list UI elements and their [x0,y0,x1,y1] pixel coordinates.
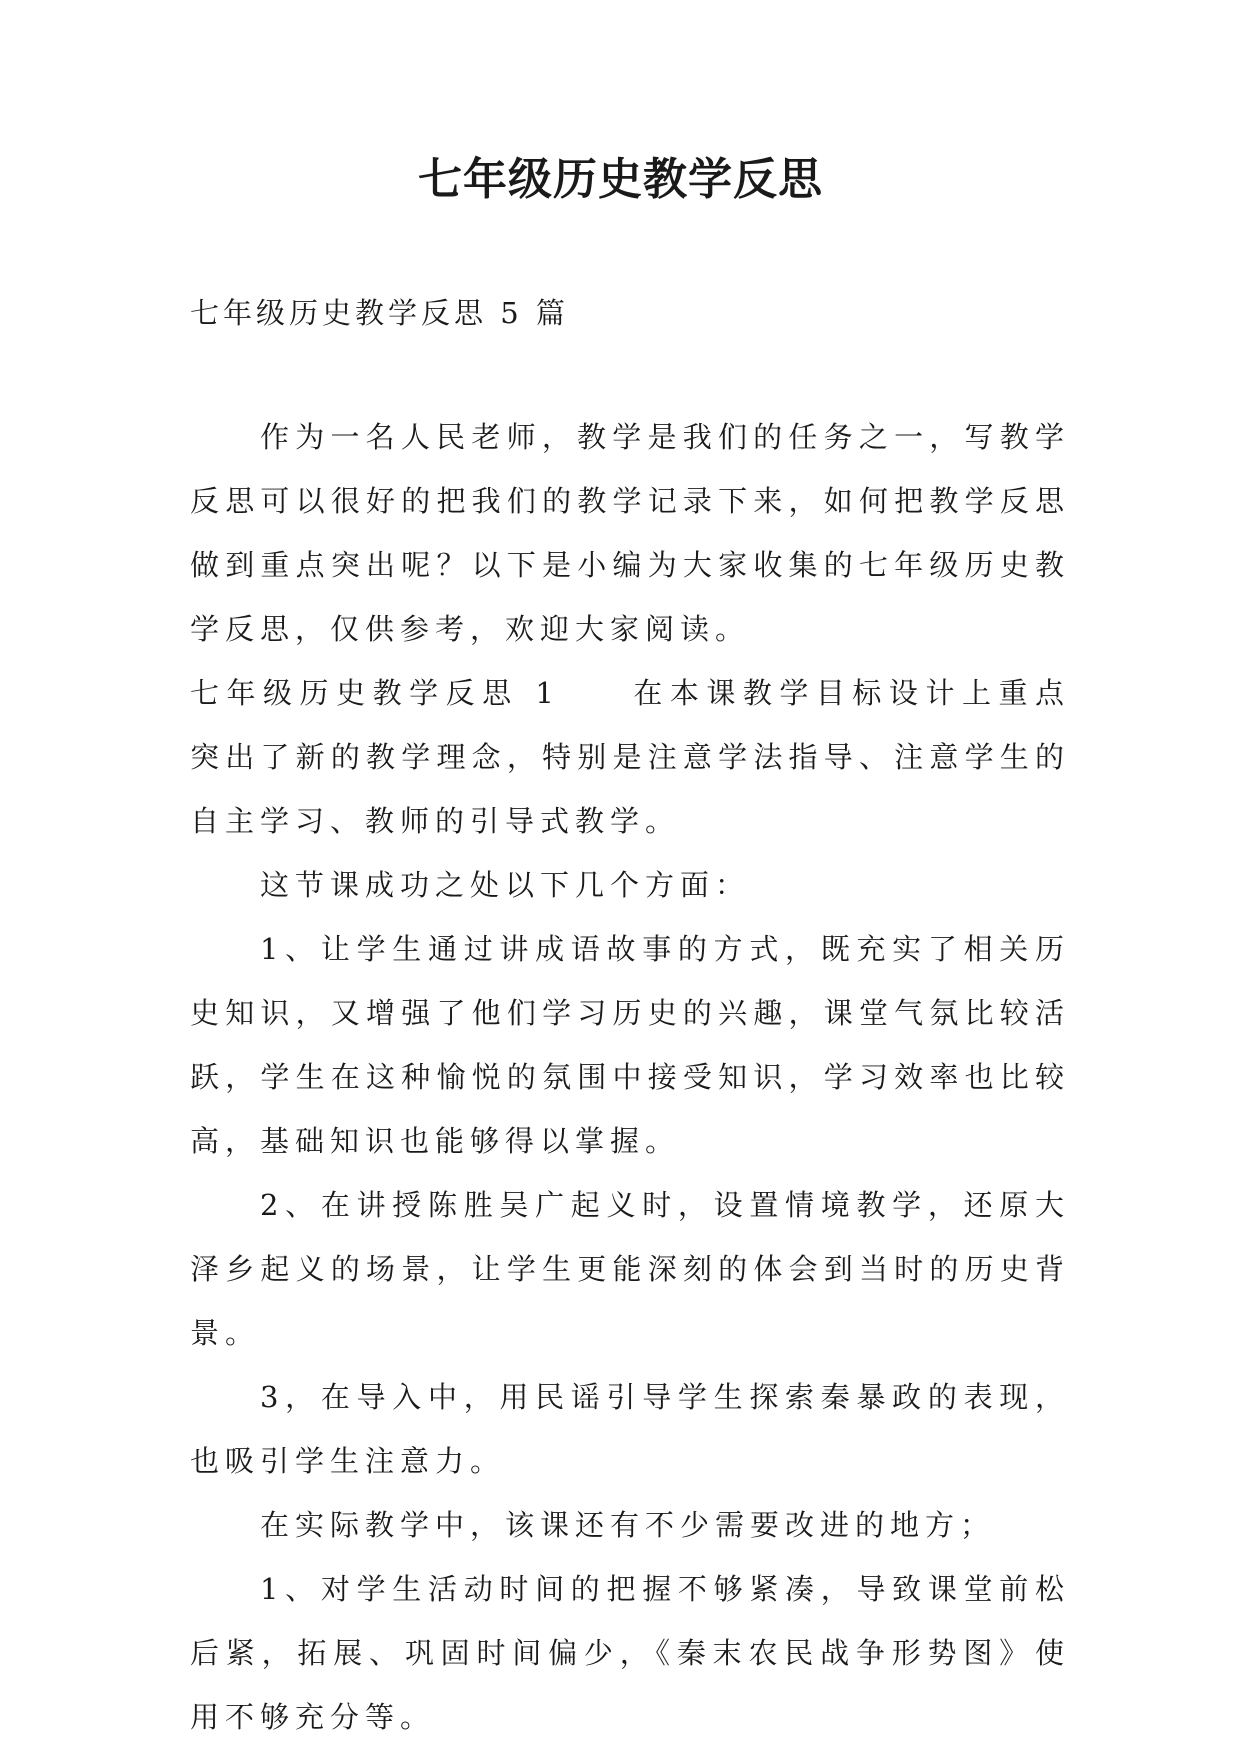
paragraph-point-2: 2、在讲授陈胜吴广起义时，设置情境教学，还原大泽乡起义的场景，让学生更能深刻的体会到当时的历史背景。 [190,1188,1070,1350]
paragraph-success-intro: 这节课成功之处以下几个方面： [260,868,751,902]
document-title: 七年级历史教学反思 [418,154,823,205]
paragraph-improve-intro: 在实际教学中，该课还有不少需要改进的地方； [260,1508,996,1542]
paragraph-intro: 作为一名人民老师，教学是我们的任务之一，写教学反思可以很好的把我们的教学记录下来，如何把教学反思做到重点突出呢？以下是小编为大家收集的七年级历史教学反思，仅供参考，欢迎大家阅读。 [190,420,1070,646]
document-subtitle: 七年级历史教学反思 5 篇 [190,296,569,330]
paragraph-improve-1: 1、对学生活动时间的把握不够紧凑，导致课堂前松后紧，拓展、巩固时间偏少，《秦末农民战争形势图》使用不够充分等。 [190,1572,1070,1734]
section-heading: 七年级历史教学反思 1 [190,676,560,710]
paragraph-point-1: 1、让学生通过讲成语故事的方式，既充实了相关历史知识，又增强了他们学习历史的兴趣，课堂气氛比较活跃，学生在这种愉悦的氛围中接受知识，学习效率也比较高，基础知识也能够得以掌握。 [190,932,1070,1158]
paragraph-reflection-1 [190,661,1070,853]
paragraph-point-3: 3，在导入中，用民谣引导学生探索秦暴政的表现，也吸引学生注意力。 [190,1380,1070,1478]
document-body [190,405,1070,1749]
paragraph-text: 在本课教学目标设计上重点突出了新的教学理念，特别是注意学法指导、注意学生的自主学习、教师的引导式教学。 [190,676,1070,838]
